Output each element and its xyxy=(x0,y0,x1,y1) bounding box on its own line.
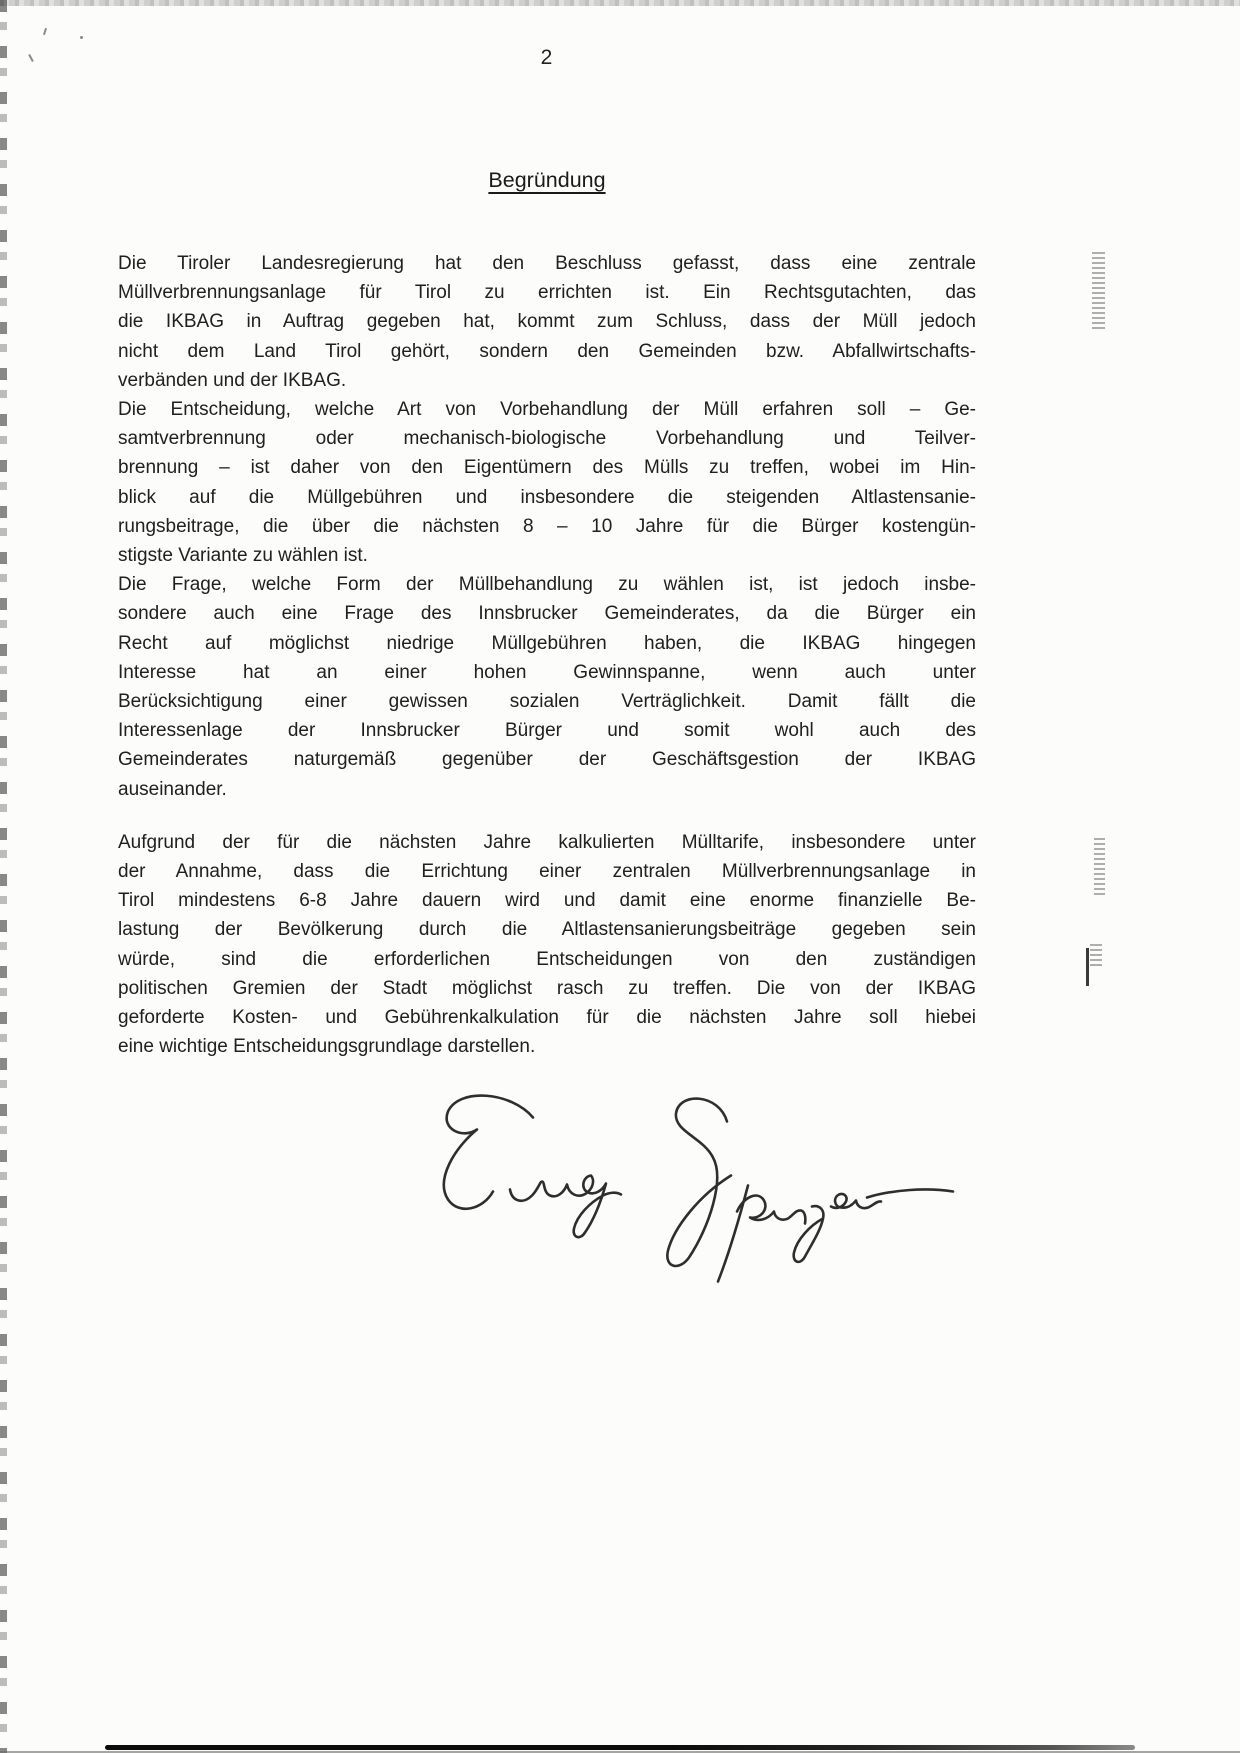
text-line: stigste Variante zu wählen ist. xyxy=(118,545,368,567)
text-line: die IKBAG in Auftrag gegeben hat, kommt zum Schluss, dass der Müll jedoch xyxy=(118,311,976,333)
text-line: Recht auf möglichst niedrige Müllgebühren haben, die IKBAG hingegen xyxy=(118,632,976,654)
text-line: samtverbrennung oder mechanisch-biologische Vorbehandlung und Teilver- xyxy=(118,428,976,450)
text-line: Tirol mindestens 6-8 Jahre dauern wird und damit eine enorme finanzielle Be- xyxy=(118,890,976,912)
text-line: geforderte Kosten- und Gebührenkalkulation für die nächsten Jahre soll hiebei xyxy=(118,1007,976,1029)
scan-artifact-right-tick xyxy=(1086,948,1089,986)
paragraph xyxy=(118,570,976,804)
scan-artifact-right-streak xyxy=(1090,944,1102,966)
signature xyxy=(415,1078,955,1306)
scan-artifact-right-streak xyxy=(1092,252,1105,332)
text-line: Die Tiroler Landesregierung hat den Beschluss gefasst, dass eine zentrale xyxy=(118,253,976,274)
text-line: Gemeinderates naturgemäß gegenüber der Geschäftsgestion der IKBAG xyxy=(118,749,976,771)
signature-handwriting-icon xyxy=(415,1078,955,1306)
text-line: nicht dem Land Tirol gehört, sondern den Gemeinden bzw. Abfallwirtschafts- xyxy=(118,340,976,362)
scan-artifact-bottom-edge xyxy=(0,1741,1240,1753)
scan-artifact-right-streak xyxy=(1094,838,1105,896)
text-line: verbänden und der IKBAG. xyxy=(118,369,347,391)
text-line: sondere auch eine Frage des Innsbrucker Gemeinderates, da die Bürger ein xyxy=(118,603,976,625)
document-content xyxy=(118,0,976,1061)
text-line: Die Entscheidung, welche Art von Vorbehandlung der Müll erfahren soll – Ge- xyxy=(118,399,976,421)
text-line: Interessenlage der Innsbrucker Bürger und somit wohl auch des xyxy=(118,720,976,742)
text-line: Interesse hat an einer hohen Gewinnspanne, wenn auch unter xyxy=(118,661,976,683)
text-line: lastung der Bevölkerung durch die Altlastensanierungsbeiträge gegeben sein xyxy=(118,919,976,941)
paragraph xyxy=(118,395,976,570)
text-line: brennung – ist daher von den Eigentümern des Mülls zu treffen, wobei im Hin- xyxy=(118,457,976,479)
text-line: würde, sind die erforderlichen Entscheidungen von den zuständigen xyxy=(118,948,976,970)
text-line: eine wichtige Entscheidungsgrundlage darstellen. xyxy=(118,1036,536,1058)
text-line: Die Frage, welche Form der Müllbehandlung zu wählen ist, ist jedoch insbe- xyxy=(118,574,976,596)
text-line: blick auf die Müllgebühren und insbesondere die steigenden Altlastensanie- xyxy=(118,486,976,508)
text-line: auseinander. xyxy=(118,778,227,800)
page-number: 2 xyxy=(540,46,554,69)
text-line: politischen Gremien der Stadt möglichst rasch zu treffen. Die von der IKBAG xyxy=(118,977,976,999)
text-line: Müllverbrennungsanlage für Tirol zu errichten ist. Ein Rechtsgutachten, das xyxy=(118,282,976,304)
document-body xyxy=(118,249,976,1061)
paragraph xyxy=(118,828,976,1062)
scan-artifact-corner-marks xyxy=(30,22,100,67)
document-title: Begründung xyxy=(488,168,606,192)
text-line: der Annahme, dass die Errichtung einer zentralen Müllverbrennungsanlage in xyxy=(118,861,976,883)
scan-artifact-left-edge xyxy=(0,0,7,1753)
text-line: Aufgrund der für die nächsten Jahre kalkulierten Mülltarife, insbesondere unter xyxy=(118,831,976,853)
text-line: rungsbeitrage, die über die nächsten 8 – 10 Jahre für die Bürger kostengün- xyxy=(118,515,976,537)
text-line: Berücksichtigung einer gewissen sozialen Verträglichkeit. Damit fällt die xyxy=(118,691,976,713)
paragraph xyxy=(118,249,976,395)
